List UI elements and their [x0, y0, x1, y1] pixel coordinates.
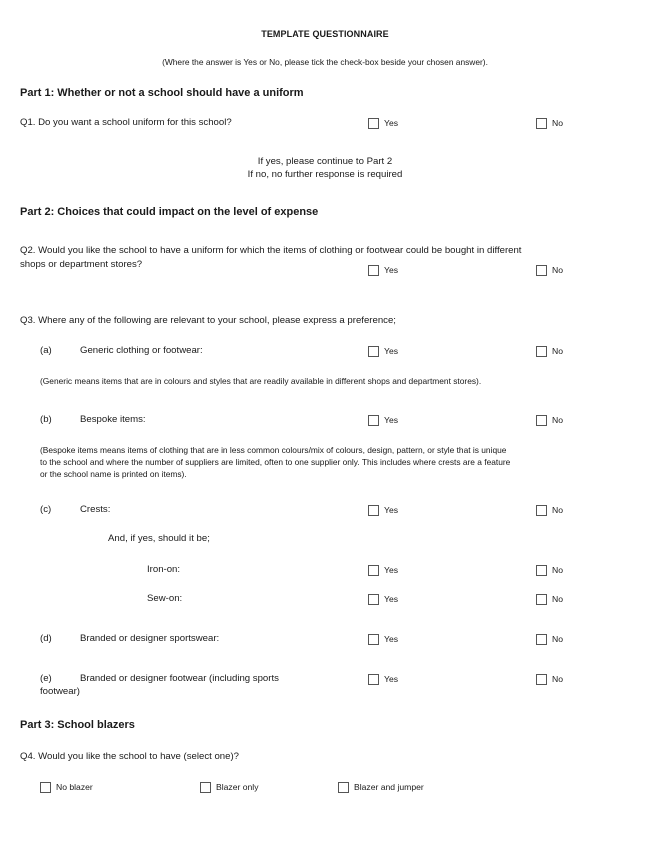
q3c-sew-no-checkbox[interactable] — [536, 594, 547, 605]
q3c-iron-yes-label: Yes — [384, 565, 399, 575]
q3b-yes-checkbox[interactable] — [368, 415, 379, 426]
q3e-label-line2: footwear) — [40, 686, 80, 697]
q3d-label: Branded or designer sportswear: — [80, 633, 220, 644]
q3a-note: (Generic means items that are in colours and styles that are readily available in different shops and department stores). — [40, 376, 482, 386]
q3c-yes-option[interactable] — [368, 505, 398, 516]
q3c-iron-yes-checkbox[interactable] — [368, 565, 379, 576]
q2-question-line2: shops or department stores? — [20, 259, 143, 270]
q3e-label-line1: Branded or designer footwear (including sports — [80, 673, 279, 684]
q3c-no-checkbox[interactable] — [536, 505, 547, 516]
q3c-yes-label: Yes — [384, 505, 399, 515]
q3e-no-option[interactable] — [536, 674, 563, 685]
q4-no-blazer-checkbox[interactable] — [40, 782, 51, 793]
q4-blazer-jumper-label: Blazer and jumper — [354, 782, 424, 792]
q3b-label: Bespoke items: — [80, 414, 146, 425]
q4-blazer-jumper-option[interactable] — [338, 782, 424, 793]
q2-no-checkbox[interactable] — [536, 265, 547, 276]
q3e-yes-option[interactable] — [368, 674, 398, 685]
q3b-note-line1: (Bespoke items means items of clothing that are in less common colours/mix of colours, design, pattern, or style that is unique — [40, 445, 507, 455]
q3d-yes-checkbox[interactable] — [368, 634, 379, 645]
q4-no-blazer-label: No blazer — [56, 782, 93, 792]
q3c-iron-no-option[interactable] — [536, 565, 563, 576]
q2-yes-label: Yes — [384, 265, 399, 275]
q3e-no-label: No — [552, 674, 563, 684]
q3c-subquestion: And, if yes, should it be; — [108, 533, 210, 544]
q3e-no-checkbox[interactable] — [536, 674, 547, 685]
q4-blazer-only-option[interactable] — [200, 782, 259, 793]
q4-blazer-only-label: Blazer only — [216, 782, 259, 792]
q3c-no-label: No — [552, 505, 563, 515]
q3d-yes-label: Yes — [384, 634, 399, 644]
q3a-label: Generic clothing or footwear: — [80, 345, 203, 356]
q1-yes-option[interactable] — [368, 118, 398, 129]
q3b-note-line3: or the school name is printed on items). — [40, 469, 187, 479]
q1-yes-label: Yes — [384, 118, 399, 128]
q3c-sew-no-label: No — [552, 594, 563, 604]
q3c-iron-label: Iron-on: — [147, 564, 181, 575]
q2-no-label: No — [552, 265, 563, 275]
q3b-yes-label: Yes — [384, 415, 399, 425]
q3a-letter: (a) — [40, 345, 52, 356]
q4-blazer-jumper-checkbox[interactable] — [338, 782, 349, 793]
q3b-letter: (b) — [40, 414, 52, 425]
q4-question: Q4. Would you like the school to have (select one)? — [20, 751, 240, 762]
q3c-sew-label: Sew-on: — [147, 593, 183, 604]
part1-heading: Part 1: Whether or not a school should have a uniform — [20, 87, 304, 99]
q1-question: Q1. Do you want a school uniform for this school? — [20, 117, 232, 128]
q3e-letter: (e) — [40, 673, 52, 684]
q3d-letter: (d) — [40, 633, 52, 644]
q3b-no-option[interactable] — [536, 415, 563, 426]
q3a-yes-checkbox[interactable] — [368, 346, 379, 357]
q1-no-checkbox[interactable] — [536, 118, 547, 129]
q3a-no-option[interactable] — [536, 346, 563, 357]
q3d-no-checkbox[interactable] — [536, 634, 547, 645]
q3c-letter: (c) — [40, 504, 52, 515]
q3d-yes-option[interactable] — [368, 634, 398, 645]
instruction-text: (Where the answer is Yes or No, please tick the check-box beside your chosen answer). — [162, 57, 488, 67]
q3a-yes-label: Yes — [384, 346, 399, 356]
q1-no-option[interactable] — [536, 118, 563, 129]
q3d-no-label: No — [552, 634, 563, 644]
q3b-note-line2: to the school and where the number of suppliers are limited, often to one supplier only. This includes where crests are a feature — [40, 457, 511, 467]
q1-note-yes: If yes, please continue to Part 2 — [257, 156, 393, 167]
q3a-yes-option[interactable] — [368, 346, 398, 357]
q3c-iron-yes-option[interactable] — [368, 565, 398, 576]
q3d-no-option[interactable] — [536, 634, 563, 645]
q3c-no-option[interactable] — [536, 505, 563, 516]
q3e-yes-checkbox[interactable] — [368, 674, 379, 685]
q3b-no-checkbox[interactable] — [536, 415, 547, 426]
q3-question: Q3. Where any of the following are relevant to your school, please express a preference; — [20, 315, 396, 326]
q2-yes-option[interactable] — [368, 265, 398, 276]
q3c-sew-yes-option[interactable] — [368, 594, 398, 605]
q3c-iron-no-label: No — [552, 565, 563, 575]
q3a-no-checkbox[interactable] — [536, 346, 547, 357]
q1-no-label: No — [552, 118, 563, 128]
q3c-sew-no-option[interactable] — [536, 594, 563, 605]
document-title: TEMPLATE QUESTIONNAIRE — [261, 29, 389, 39]
q1-yes-checkbox[interactable] — [368, 118, 379, 129]
q3a-no-label: No — [552, 346, 563, 356]
q3c-iron-no-checkbox[interactable] — [536, 565, 547, 576]
q4-no-blazer-option[interactable] — [40, 782, 93, 793]
q3b-yes-option[interactable] — [368, 415, 398, 426]
q1-note-no: If no, no further response is required — [247, 169, 403, 180]
q3b-no-label: No — [552, 415, 563, 425]
q2-no-option[interactable] — [536, 265, 563, 276]
q3c-sew-yes-label: Yes — [384, 594, 399, 604]
q2-question-line1: Q2. Would you like the school to have a uniform for which the items of clothing or footwear could be bought in different — [20, 245, 522, 256]
q3c-label: Crests: — [80, 504, 111, 515]
part2-heading: Part 2: Choices that could impact on the level of expense — [20, 206, 319, 218]
q3e-yes-label: Yes — [384, 674, 399, 684]
q4-blazer-only-checkbox[interactable] — [200, 782, 211, 793]
q3c-yes-checkbox[interactable] — [368, 505, 379, 516]
q2-yes-checkbox[interactable] — [368, 265, 379, 276]
part3-heading: Part 3: School blazers — [20, 719, 135, 731]
q3c-sew-yes-checkbox[interactable] — [368, 594, 379, 605]
